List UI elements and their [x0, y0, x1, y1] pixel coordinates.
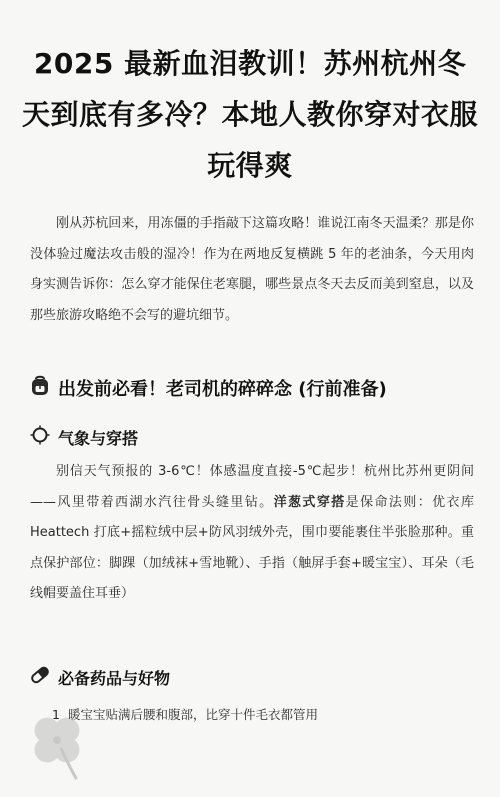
subheading-medicine	[30, 665, 480, 693]
intro-paragraph: 刚从苏杭回来，用冻僵的手指敲下这篇攻略！谁说江南冬天温柔？那是你没体验过魔法攻击般的湿冷！作为在两地反复横跳 5 年的老油条，今天用肉身实测告诉你：怎么穿才能保住老寒腿，哪些景点冬天去反而美到窒息，以及那些旅游攻略绝不会写的避坑细节。	[30, 216, 474, 323]
section-heading-text: 出发前必看！老司机的碎碎念 (行前准备)	[58, 378, 387, 400]
backpack-icon	[30, 374, 50, 405]
subheading-weather-text: 气象与穿搭	[58, 429, 139, 448]
list-item-text: 暖宝宝贴满后腰和腹部，比穿十件毛衣都管用	[68, 707, 319, 722]
weather-paragraph	[30, 457, 474, 610]
weather-text-after: 是保命法则：优衣库 Heattech 打底+摇粒绒中层+防风羽绒外壳，围巾要能裹住半张脸那种。重点保护部位：脚踝（加绒袜+雪地靴）、手指（触屏手套+暖宝宝）、耳朵（毛线帽要盖住耳垂）	[30, 494, 474, 601]
list-item	[52, 704, 472, 726]
section-heading-preparation	[30, 374, 480, 405]
subheading-medicine-text: 必备药品与好物	[58, 669, 171, 688]
subheading-weather	[30, 425, 480, 453]
article-title: 2025 最新血泪教训！苏州杭州冬天到底有多冷？本地人教你穿对衣服玩得爽	[21, 47, 478, 182]
list-item-number: 1	[52, 707, 60, 722]
pill-icon	[30, 665, 50, 693]
medicine-list	[52, 704, 472, 726]
weather-text-before: 别信天气预报的 3-6℃！体感温度直接-5℃起步！杭州比苏州更阴间——风里带着西湖水汽往骨头缝里钻。	[30, 464, 474, 510]
sun-icon	[30, 425, 50, 453]
weather-bold-phrase: 洋葱式穿搭	[273, 494, 346, 510]
